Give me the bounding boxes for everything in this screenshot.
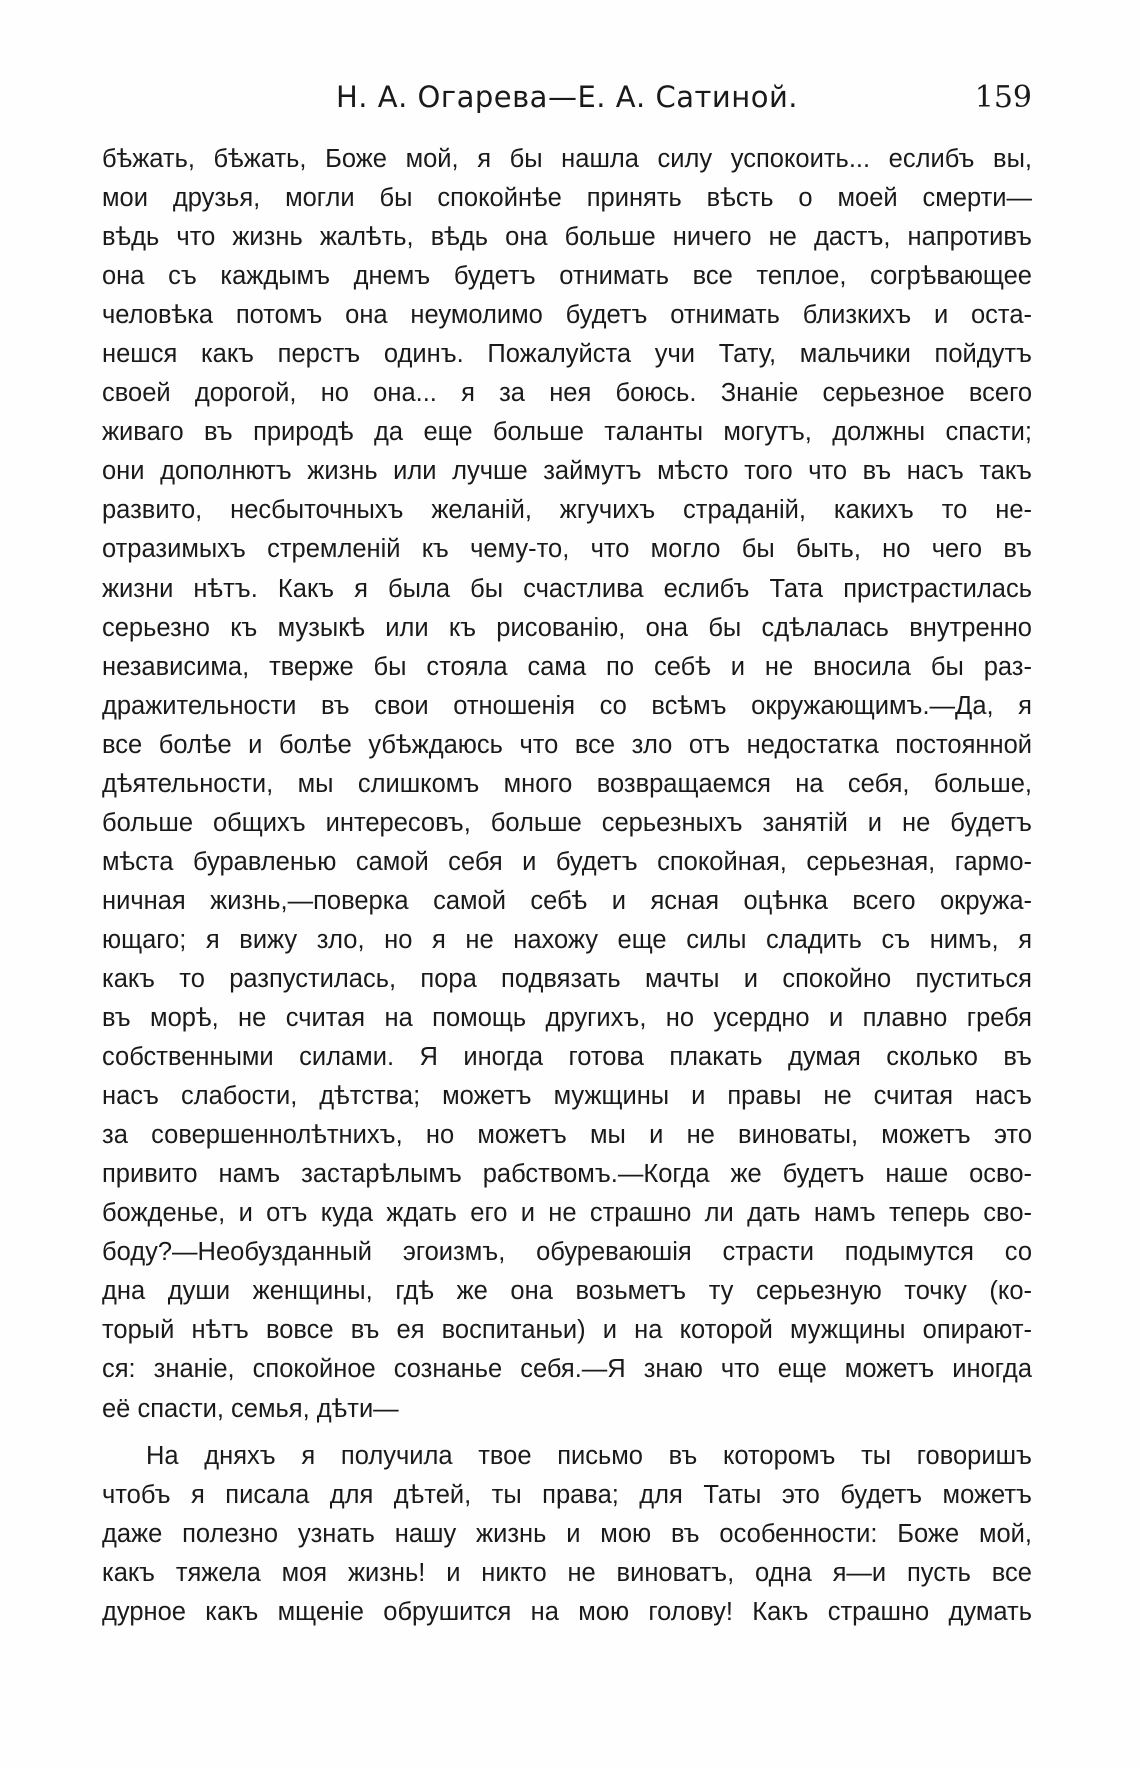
text-line: насъ слабости, дѣтства; можетъ мужщины и правы не считая насъ [102,1082,1032,1111]
text-line: серьезно къ музыкѣ или къ рисованiю, она бы сдѣлалась внутренно [102,613,1032,642]
text-line: въ морѣ, не считая на помощь другихъ, но усердно и плавно гребя [102,1004,1032,1033]
text-line: своей дорогой, но она... я за нея боюсь. Знанiе серьезное всего [102,379,1032,408]
text-line: все болѣе и болѣе убѣждаюсь что все зло отъ недостатка постоянной [102,730,1032,759]
text-line: дражительности въ свои отношенiя со всѣмъ окружающимъ.—Да, я [102,691,1032,720]
text-line: мои друзья, могли бы спокойнѣе принять вѣсть о моей смерти— [102,184,1032,213]
text-line: дурное какъ мщенiе обрушится на мою голову! Какъ страшно думать [102,1597,1032,1626]
paragraph-2 [102,1437,1032,1632]
text-line: они дополнютъ жизнь или лучше займутъ мѣсто того что въ насъ такъ [102,457,1032,486]
text-line: вѣдь что жизнь жалѣть, вѣдь она больше ничего не дастъ, напротивъ [102,223,1032,252]
text-line: ся: знанiе, спокойное сознанье себя.—Я знаю что еще можетъ иногда [102,1355,1032,1384]
text-line: больше общихъ интересовъ, больше серьезныхъ занятiй и не будетъ [102,808,1032,837]
text-line: человѣка потомъ она неумолимо будетъ отнимать близкихъ и оста- [102,301,1032,330]
text-line: жизни нѣтъ. Какъ я была бы счастлива еслибъ Тата пристрастилась [102,574,1032,603]
text-line: развито, несбыточныхъ желанiй, жгучихъ страданiй, какихъ то не- [102,496,1032,525]
text-line: ничная жизнь,—поверка самой себѣ и ясная оцѣнка всего окружа- [102,886,1032,915]
text-line: какъ тяжела моя жизнь! и никто не виноватъ, одна я—и пусть все [102,1558,1032,1587]
text-line: она съ каждымъ днемъ будетъ отнимать все теплое, согрѣвающее [102,262,1032,291]
text-line: дѣятельности, мы слишкомъ много возвращаемся на себя, больше, [102,769,1032,798]
running-head-title: Н. А. Огарева—Е. А. Сатиной. [335,80,799,114]
text-line: ющаго; я вижу зло, но я не нахожу еще силы сладить съ нимъ, я [102,925,1032,954]
text-line: какъ то разпустилась, пора подвязать мачты и спокойно пуститься [102,964,1032,993]
body-text [102,140,1032,1632]
text-line: независима, тверже бы стояла сама по себѣ и не вносила бы раз- [102,652,1032,681]
page-number: 159 [974,80,1032,115]
text-line: её спасти, семья, дѣти— [102,1394,399,1423]
text-line: мѣста буравленью самой себя и будетъ спокойная, серьезная, гармо- [102,847,1032,876]
text-line: привито намъ застарѣлымъ рабствомъ.—Когда же будетъ наше осво- [102,1160,1032,1189]
paragraph-gap [102,1429,1032,1437]
text-line: боду?—Необузданный эгоизмъ, обуреваюшiя страсти подымутся со [102,1238,1032,1267]
text-line: отразимыхъ стремленiй къ чему-то, что могло бы быть, но чего въ [102,535,1032,564]
text-line: собственными силами. Я иногда готова плакать думая сколько въ [102,1043,1032,1072]
text-line: за совершеннолѣтнихъ, но можетъ мы и не виноваты, можетъ это [102,1121,1032,1150]
text-line: живаго въ природѣ да еще больше таланты могутъ, должны спасти; [102,418,1032,447]
text-line: даже полезно узнать нашу жизнь и мою въ особенности: Боже мой, [102,1519,1032,1548]
paragraph-1 [102,140,1032,1429]
text-line: божденье, и отъ куда ждать его и не страшно ли дать намъ теперь сво- [102,1199,1032,1228]
text-line: бѣжать, бѣжать, Боже мой, я бы нашла силу успокоить... еслибъ вы, [102,145,1032,173]
text-line: На дняхъ я получила твое письмо въ которомъ ты говоришъ [146,1441,1032,1470]
text-line: чтобъ я писала для дѣтей, ты права; для Таты это будетъ можетъ [102,1480,1032,1509]
text-line: торый нѣтъ вовсе въ ея воспитаньи) и на которой мужщины опирают- [102,1316,1032,1345]
text-line: дна души женщины, гдѣ же она возьметъ ту серьезную точку (ко- [102,1277,1032,1306]
running-head [102,80,1032,124]
text-line: нешся какъ перстъ одинъ. Пожалуйста учи Тату, мальчики пойдутъ [102,340,1032,369]
